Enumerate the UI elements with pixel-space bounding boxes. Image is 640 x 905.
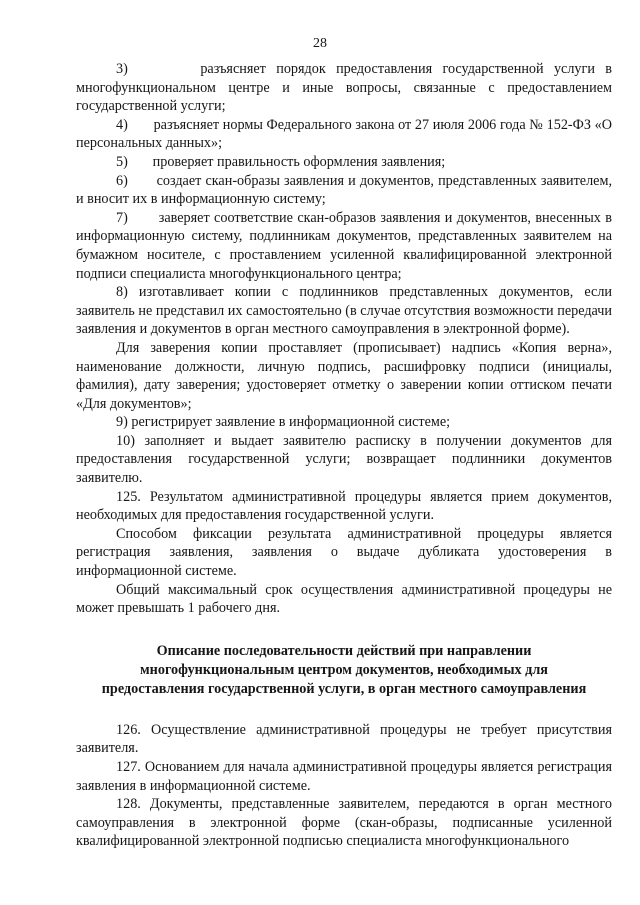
- paragraph-item-3: 3) разъясняет порядок предоставления государственной услуги в многофункциональном центре и иные вопросы, связанные с предоставлением государственной услуги;: [76, 61, 612, 115]
- section-heading: [76, 642, 612, 699]
- paragraph-item-6: 6) создает скан-образы заявления и документов, представленных заявителем, и вносит их в информационную систему;: [76, 172, 612, 208]
- paragraph-max-term: Общий максимальный срок осуществления административной процедуры не может превышать 1 рабочего дня.: [76, 581, 612, 617]
- paragraph-126: 126. Осуществление административной процедуры не требует присутствия заявителя.: [76, 721, 612, 757]
- section-heading-line-2: многофункциональным центром документов, необходимых для: [140, 661, 548, 678]
- paragraph-127: 127. Основанием для начала административной процедуры является регистрация заявления в информационной системе.: [76, 759, 612, 794]
- paragraph-copy-certification: Для заверения копии проставляет (прописывает) надпись «Копия верна», наименование должности, личную подпись, расшифровку подписи (инициалы, фамилия), дату заверения; удостоверяет отметку о заверении копии оттиском печати «Для документов»;: [76, 339, 612, 412]
- paragraph-item-7: 7) заверяет соответствие скан-образов заявления и документов, внесенных в информационную систему, подлинникам документов, представленных заявителем на бумажном носителе, с проставлением усиленной квалифицированной электронной подписи специалиста многофункционального центра;: [76, 209, 612, 282]
- paragraph-item-4: 4) разъясняет нормы Федерального закона от 27 июля 2006 года № 152-ФЗ «О персональных данных»;: [76, 116, 612, 152]
- document-body: [76, 60, 612, 851]
- paragraph-item-9: 9) регистрирует заявление в информационной системе;: [116, 414, 451, 431]
- paragraph-128: 128. Документы, представленные заявителем, передаются в орган местного самоуправления в электронной форме (скан-образы, подписанные усиленной квалифицированной электронной подписью специалиста многофункционального: [76, 796, 612, 850]
- paragraph-125: 125. Результатом административной процедуры является прием документов, необходимых для предоставления государственной услуги.: [76, 488, 612, 524]
- paragraph-item-10: 10) заполняет и выдает заявителю расписку в получении документов для предоставления государственной услуги; возвращает подлинники документов заявителю.: [76, 432, 612, 487]
- section-heading-line-3: предоставления государственной услуги, в орган местного самоуправления: [101, 680, 587, 697]
- paragraph-fixation-method: Способом фиксации результата административной процедуры является регистрация заявления, заявления о выдаче дубликата удостоверения в информационной системе.: [76, 525, 612, 580]
- paragraph-item-8: 8) изготавливает копии с подлинников представленных документов, если заявитель не представил их самостоятельно (в случае отсутствия возможности передачи заявления и документов в орган местного самоуправления в электронной форме).: [76, 284, 612, 338]
- paragraph-item-5: 5) проверяет правильность оформления заявления;: [116, 153, 446, 170]
- page-number: 28: [313, 36, 327, 51]
- section-heading-line-1: Описание последовательности действий при направлении: [156, 642, 532, 659]
